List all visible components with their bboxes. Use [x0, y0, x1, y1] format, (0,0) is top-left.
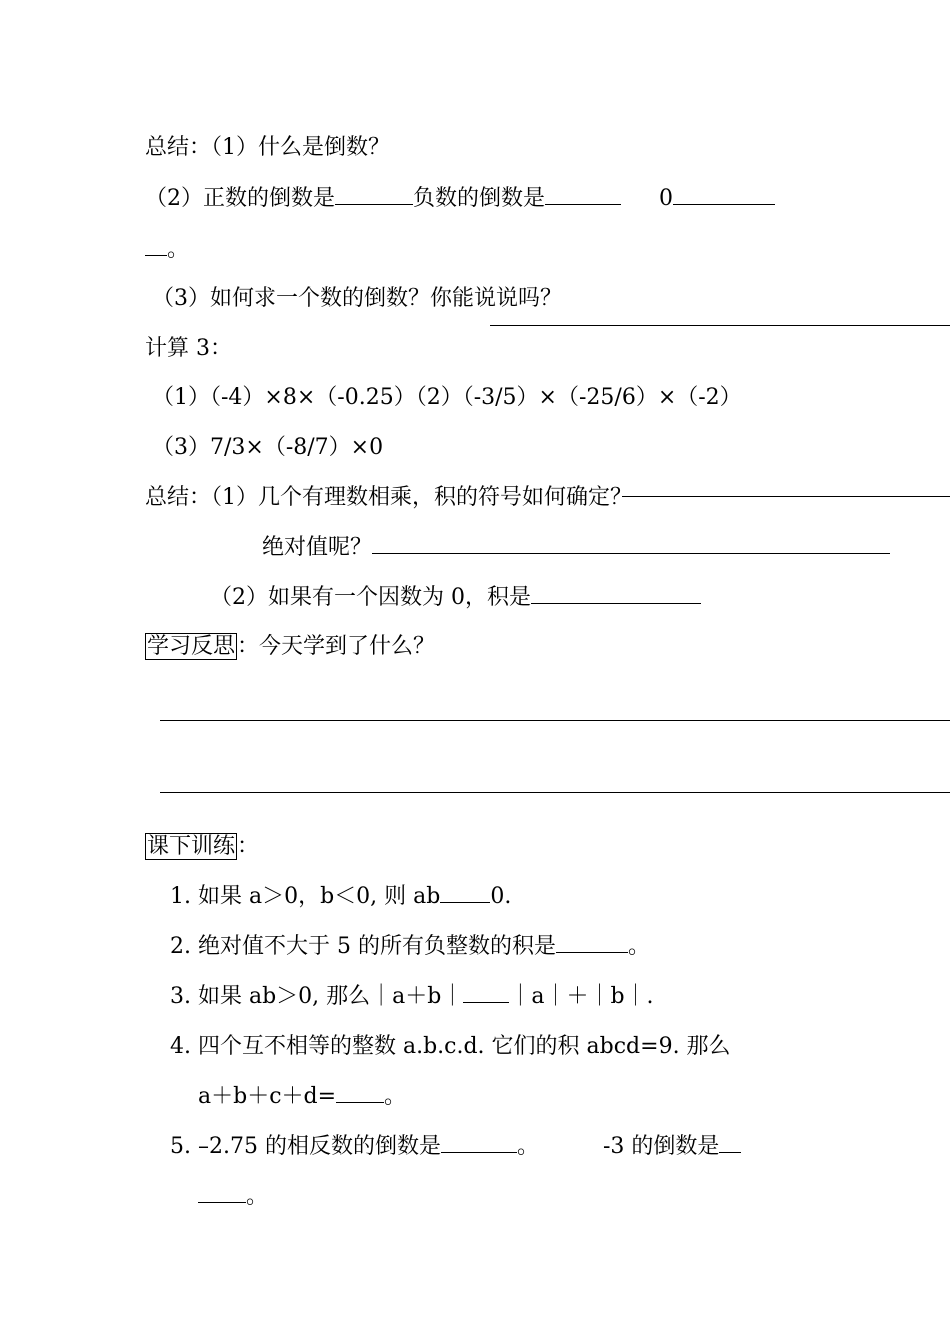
calc3-title: 计算 3： [145, 336, 232, 361]
q1-blank[interactable] [440, 882, 490, 903]
practice-q1 [170, 882, 511, 912]
answer-line[interactable] [490, 325, 950, 326]
q5-text: 5. –2.75 的相反数的倒数是 [170, 1134, 441, 1159]
q2-text: 2. 绝对值不大于 5 的所有负整数的积是 [170, 934, 556, 959]
calc3-line1: （1）（-4）×8×（-0.25）（2）（-3/5）×（-25/6）×（-2） [152, 385, 742, 410]
practice-q4-cont [198, 1082, 406, 1112]
q2-blank[interactable] [556, 932, 628, 953]
answer-line[interactable] [622, 496, 950, 497]
q4-blank[interactable] [336, 1082, 384, 1103]
q4-tail: 。 [384, 1084, 407, 1109]
q1-text: 1. 如果 a＞0，b＜0, 则 ab [170, 884, 441, 909]
negative-reciprocal-blank[interactable] [545, 184, 621, 205]
practice-q4: 4. 四个互不相等的整数 a.b.c.d. 它们的积 abcd=9. 那么 [170, 1034, 731, 1059]
q5-text-2: -3 的倒数是 [602, 1134, 720, 1159]
q2-tail: 。 [627, 934, 650, 959]
reflection [145, 632, 435, 662]
summary2-question2 [210, 583, 701, 613]
abs-answer-blank[interactable] [372, 533, 890, 554]
summary2-abs [262, 533, 890, 563]
q1-tail: 0. [490, 884, 512, 909]
practice-q5-cont [198, 1182, 268, 1212]
q5-blank-1[interactable] [441, 1132, 517, 1153]
q5-blank-2[interactable] [719, 1132, 741, 1153]
zero-product-blank[interactable] [531, 583, 701, 604]
period: 。 [167, 237, 190, 262]
calc3-line2: （3）7/3×（-8/7）×0 [152, 435, 384, 460]
q2-positive-text: （2）正数的倒数是 [145, 186, 335, 211]
q5-tail: 。 [246, 1184, 269, 1209]
summary1-question2-cont [145, 235, 189, 265]
summary1-question2 [145, 184, 775, 214]
q5-period: 。 [516, 1134, 539, 1159]
reflection-line-2[interactable] [160, 792, 950, 793]
practice-q2 [170, 932, 650, 962]
zero-reciprocal-blank[interactable] [673, 184, 775, 205]
q2-negative-text: 负数的倒数是 [413, 186, 546, 211]
q4-text: a＋b＋c＋d= [198, 1084, 337, 1109]
practice-q3 [170, 982, 654, 1012]
summary1-question1: 总结：（1）什么是倒数？ [145, 135, 390, 160]
reflection-label: 学习反思 [147, 634, 236, 659]
reflection-question: ：今天学到了什么？ [237, 634, 436, 659]
summary2-question1: 总结：（1）几个有理数相乘，积的符号如何确定？ [145, 485, 632, 510]
reflection-line-1[interactable] [160, 720, 950, 721]
practice-q5 [170, 1132, 741, 1162]
q3-blank[interactable] [463, 982, 509, 1003]
q5-blank-2-cont[interactable] [198, 1182, 246, 1203]
positive-reciprocal-blank[interactable] [335, 184, 413, 205]
q2-zero-text: 0 [659, 186, 674, 211]
practice-colon: ： [237, 834, 260, 859]
q3-tail: ｜a｜＋｜b｜. [509, 984, 654, 1009]
q3-text: 3. 如果 ab＞0, 那么｜a＋b｜ [170, 984, 464, 1009]
abs-question: 绝对值呢？ [262, 535, 373, 560]
practice-label: 课下训练 [147, 834, 236, 859]
summary1-question3: （3）如何求一个数的倒数？你能说说吗？ [152, 286, 562, 311]
practice-heading [145, 832, 259, 862]
zero-reciprocal-blank-cont[interactable] [145, 235, 167, 256]
zero-factor-question: （2）如果有一个因数为 0，积是 [210, 585, 531, 610]
